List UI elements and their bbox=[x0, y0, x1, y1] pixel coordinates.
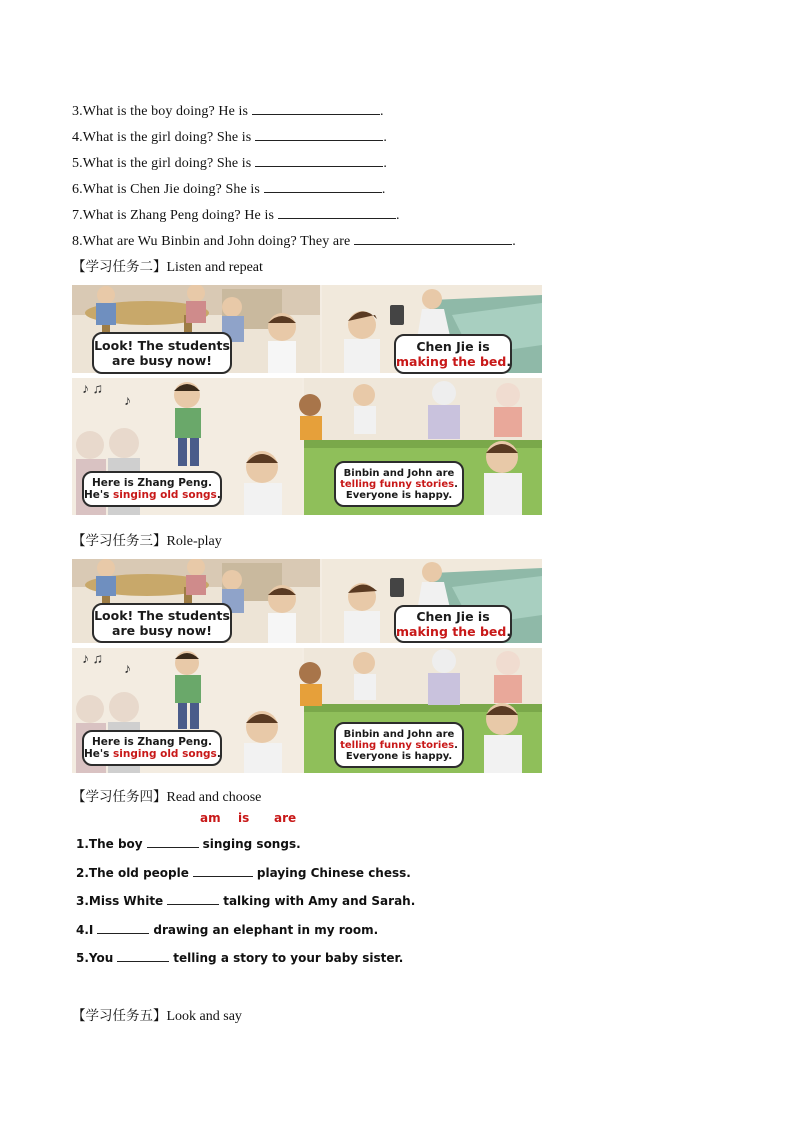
question-5 bbox=[72, 154, 387, 173]
task-label-cn: 【学习任务三】 bbox=[72, 533, 167, 549]
bubble-text: Binbin and John are bbox=[343, 467, 455, 479]
bubble-text: Look! The students bbox=[94, 338, 230, 353]
sentence-start: 5.You bbox=[76, 951, 114, 965]
bubble-highlight: singing old songs bbox=[113, 748, 217, 760]
speech-bubble-students-busy bbox=[92, 332, 232, 374]
choose-sentence-2 bbox=[76, 866, 411, 880]
answer-blank[interactable] bbox=[167, 894, 219, 905]
sentence-start: 2.The old people bbox=[76, 866, 189, 880]
speech-bubble-zhang-peng bbox=[82, 471, 222, 507]
bubble-highlight: making the bed bbox=[396, 354, 507, 369]
bubble-text: Binbin and John are bbox=[343, 728, 455, 740]
answer-blank[interactable] bbox=[147, 837, 199, 848]
question-number: 5. bbox=[72, 156, 83, 171]
bubble-text: Here is Zhang Peng. bbox=[92, 477, 212, 489]
question-number: 8. bbox=[72, 234, 83, 249]
story-illustration-1 bbox=[72, 285, 542, 515]
sentence-end: drawing an elephant in my room. bbox=[153, 923, 379, 937]
task-label-en: Listen and repeat bbox=[166, 260, 263, 275]
sentence-start: 4.I bbox=[76, 923, 94, 937]
question-number: 3. bbox=[72, 104, 83, 119]
choose-sentence-1 bbox=[76, 837, 301, 851]
question-text: What is the boy doing? He is bbox=[82, 104, 249, 119]
bubble-text: Chen Jie is bbox=[416, 609, 490, 624]
answer-blank[interactable] bbox=[117, 951, 169, 962]
word-option-is: is bbox=[238, 811, 250, 825]
bubble-text: Look! The students bbox=[94, 608, 230, 623]
bubble-highlight: making the bed bbox=[396, 624, 507, 639]
sentence-end: telling a story to your baby sister. bbox=[173, 951, 404, 965]
task-label-cn: 【学习任务五】 bbox=[72, 1008, 167, 1024]
answer-blank[interactable] bbox=[255, 154, 383, 167]
speech-bubble-chen-jie bbox=[394, 605, 512, 643]
speech-bubble-binbin-john bbox=[334, 461, 464, 507]
bubble-highlight: telling funny stories bbox=[340, 739, 455, 751]
question-end: . bbox=[396, 208, 400, 223]
word-option-are: are bbox=[274, 811, 297, 825]
bubble-text: are busy now! bbox=[112, 353, 212, 368]
bubble-text: . bbox=[216, 489, 221, 501]
svg-text:♪ ♫: ♪ ♫ bbox=[82, 652, 103, 667]
bubble-text: . bbox=[506, 624, 512, 639]
question-number: 7. bbox=[72, 208, 83, 223]
speech-bubble-binbin-john bbox=[334, 722, 464, 768]
question-end: . bbox=[383, 156, 387, 171]
answer-blank[interactable] bbox=[264, 180, 382, 193]
choose-sentence-5 bbox=[76, 951, 403, 965]
bubble-text: Here is Zhang Peng. bbox=[92, 736, 212, 748]
bubble-text: Chen Jie is bbox=[416, 339, 490, 354]
task5-heading bbox=[72, 1007, 242, 1026]
sentence-end: singing songs. bbox=[202, 837, 301, 851]
choose-sentence-3 bbox=[76, 894, 415, 908]
task-label-en: Look and say bbox=[166, 1009, 242, 1024]
answer-blank[interactable] bbox=[255, 128, 383, 141]
sentence-end: talking with Amy and Sarah. bbox=[223, 894, 416, 908]
bubble-text: are busy now! bbox=[112, 623, 212, 638]
answer-blank[interactable] bbox=[97, 923, 149, 934]
sentence-end: playing Chinese chess. bbox=[256, 866, 411, 880]
bubble-text: . bbox=[454, 739, 458, 751]
answer-blank[interactable] bbox=[252, 102, 380, 115]
speech-bubble-chen-jie bbox=[394, 334, 512, 374]
question-end: . bbox=[380, 104, 384, 119]
bubble-text: Everyone is happy. bbox=[345, 750, 453, 762]
question-8 bbox=[72, 232, 516, 251]
svg-text:♪: ♪ bbox=[124, 662, 131, 677]
speech-bubble-zhang-peng bbox=[82, 730, 222, 766]
choose-sentence-4 bbox=[76, 923, 378, 937]
question-end: . bbox=[381, 182, 386, 197]
task3-heading bbox=[72, 532, 222, 551]
task4-heading bbox=[72, 788, 261, 807]
bubble-text: Everyone is happy. bbox=[345, 489, 453, 501]
story-illustration-2 bbox=[72, 559, 542, 773]
question-text: What is the girl doing? She is bbox=[82, 130, 252, 145]
svg-text:♪ ♫: ♪ ♫ bbox=[82, 382, 103, 397]
task2-heading bbox=[72, 258, 263, 277]
task-label-en: Role-play bbox=[166, 534, 222, 549]
svg-text:♪: ♪ bbox=[124, 394, 131, 409]
question-3 bbox=[72, 102, 384, 121]
bubble-highlight: telling funny stories bbox=[340, 478, 455, 490]
question-text: What is the girl doing? She is bbox=[82, 156, 252, 171]
answer-blank[interactable] bbox=[193, 866, 253, 877]
question-text: What is Zhang Peng doing? He is bbox=[82, 208, 274, 223]
question-number: 4. bbox=[72, 130, 83, 145]
word-bank bbox=[200, 811, 296, 825]
bubble-text: . bbox=[216, 748, 221, 760]
task-label-cn: 【学习任务二】 bbox=[72, 259, 167, 275]
task-label-en: Read and choose bbox=[166, 790, 262, 805]
speech-bubble-students-busy bbox=[92, 603, 232, 643]
bubble-text: He's bbox=[84, 489, 114, 501]
bubble-text: He's bbox=[84, 748, 114, 760]
question-text: What are Wu Binbin and John doing? They are bbox=[82, 234, 351, 249]
sentence-start: 3.Miss White bbox=[76, 894, 164, 908]
question-number: 6. bbox=[72, 182, 83, 197]
question-text: What is Chen Jie doing? She is bbox=[82, 182, 260, 197]
task-label-cn: 【学习任务四】 bbox=[72, 789, 167, 805]
bubble-text: . bbox=[506, 354, 512, 369]
question-4 bbox=[72, 128, 387, 147]
bubble-highlight: singing old songs bbox=[113, 489, 217, 501]
question-7 bbox=[72, 206, 400, 225]
question-6 bbox=[72, 180, 386, 199]
question-end: . bbox=[512, 234, 516, 249]
word-option-am: am bbox=[200, 811, 221, 825]
answer-blank[interactable] bbox=[354, 232, 512, 245]
question-end: . bbox=[383, 130, 387, 145]
bubble-text: . bbox=[454, 478, 458, 490]
answer-blank[interactable] bbox=[278, 206, 396, 219]
sentence-start: 1.The boy bbox=[76, 837, 143, 851]
